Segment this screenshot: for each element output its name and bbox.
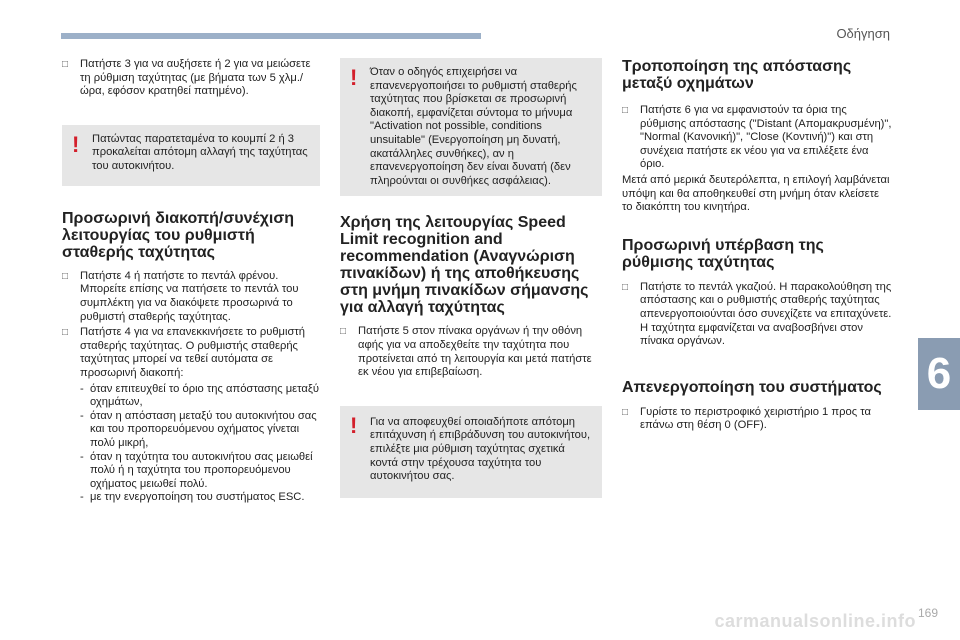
dash-text: όταν η ταχύτητα του αυτοκινήτου σας μειωθεί πολύ ή η ταχύτητα του προπορευόμενου οχήματος μειωθεί πολύ. — [90, 450, 313, 490]
bullet-text: Πατήστε 6 για να εμφανιστούν τα όρια της ρύθμισης απόστασης ("Distant (Απομακρυσμένη)", "Normal (Κανονική)", "Close (Κοντινή)") και στη συνέχεια πατήστε εκ νέου για να επιλέξετε ένα όριο. — [640, 104, 892, 171]
checkbox-bullet-icon: □ — [622, 406, 629, 418]
list-item — [622, 281, 892, 349]
dash-text: όταν η απόσταση μεταξύ του αυτοκινήτου σας και του προπορευόμενου οχήματος γίνεται πολύ μικρή, — [90, 409, 317, 449]
list-item: - όταν επιτευχθεί το όριο της απόστασης μεταξύ οχημάτων, — [80, 382, 319, 409]
column-3 — [622, 58, 892, 435]
warning-text: Για να αποφευχθεί οποιαδήποτε απότομη επιτάχυνση ή επιβράδυνση του αυτοκινήτου, επιλέξτε μια ρύθμιση ταχύτητας σχετικά κοντά στην τρέχουσα ταχύτητα του αυτοκινήτου σας. — [370, 415, 591, 483]
list-item — [62, 270, 320, 324]
checkbox-bullet-icon: □ — [62, 270, 69, 282]
checkbox-bullet-icon: □ — [340, 326, 347, 338]
chapter-tab: 6 — [918, 338, 960, 410]
column-2 — [340, 58, 602, 498]
section-heading: Προσωρινή υπέρβαση της ρύθμισης ταχύτητας — [622, 236, 824, 271]
exclamation-icon: ! — [72, 131, 80, 157]
bullet-text: Πατήστε 5 στον πίνακα οργάνων ή την οθόνη αφής για να αποδεχθείτε την ταχύτητα που προτείνεται από τη λειτουργία και μετά πατήστε εκ νέου για επιβεβαίωση. — [358, 325, 592, 379]
list-item — [340, 325, 602, 379]
dash-text: με την ενεργοποίηση του συστήματος ESC. — [90, 491, 305, 504]
exclamation-icon: ! — [350, 65, 358, 90]
list-item — [622, 104, 892, 172]
list-item: - όταν η απόσταση μεταξύ του αυτοκινήτου σας και του προπορευόμενου οχήματος γίνεται πολύ μικρή, — [80, 409, 317, 449]
header-bar — [61, 33, 481, 39]
warning-text: Όταν ο οδηγός επιχειρήσει να επανενεργοποιήσει το ρυθμιστή σταθερής ταχύτητας που βρίσκεται σε προσωρινή διακοπή, εμφανίζεται σύντομα το μήνυμα "Activation not possible, conditions unsuitable" (Ενεργοποίηση μη δυνατή, ακατάλληλες συνθήκες), αν η επανενεργοποίηση δεν είναι δυνατή (δεν πληρούνται οι συνθήκες ασφάλειας). — [370, 66, 577, 187]
bullet-text: Πατήστε 4 ή πατήστε το πεντάλ φρένου. Μπορείτε επίσης να πατήσετε το πεντάλ του συμπλέκτη για να διακόψετε προσωρινά το ρυθμιστή σταθερής ταχύτητας. — [80, 269, 299, 323]
bullet-text: Πατήστε το πεντάλ γκαζιού. Η παρακολούθηση της απόστασης και ο ρυθμιστής σταθερής ταχύτητας απενεργοποιούνται όσο συνεχίζετε να επιταχύνετε. Η ταχύτητα εμφανίζεται να αναβοσβήνει στον πίνακα οργάνων. — [640, 280, 892, 348]
warning-text: Πατώντας παρατεταμένα το κουμπί 2 ή 3 προκαλείται απότομη αλλαγή της ταχύτητας του αυτοκινήτου. — [92, 132, 308, 172]
checkbox-bullet-icon: □ — [622, 105, 629, 116]
section-heading: Τροποποίηση της απόστασης μεταξύ οχημάτων — [622, 58, 852, 92]
list-item — [62, 326, 320, 380]
section-heading: Χρήση της λειτουργίας Speed Limit recognition and recommendation (Αναγνώριση πινακίδων) ή της αποθήκευσης στη μνήμη πινακίδων σήμανσης για αλλαγή ταχύτητας — [340, 214, 589, 317]
dash-text: όταν επιτευχθεί το όριο της απόστασης μεταξύ οχημάτων, — [90, 382, 319, 409]
bullet-text: Πατήστε 4 για να επανεκκινήσετε το ρυθμιστή σταθερής ταχύτητας. Ο ρυθμιστής σταθερής ταχύτητας μπορεί να τεθεί αυτόματα σε προσωρινή διακοπή: — [80, 326, 306, 379]
section-title: Οδήγηση — [836, 26, 890, 41]
list-item: - με την ενεργοποίηση του συστήματος ESC. — [80, 491, 305, 504]
list-item — [62, 58, 320, 99]
exclamation-icon: ! — [350, 412, 358, 438]
list-item: - όταν η ταχύτητα του αυτοκινήτου σας μειωθεί πολύ ή η ταχύτητα του προπορευόμενου οχήματος μειωθεί πολύ. — [80, 450, 313, 490]
warning-box — [340, 406, 602, 498]
page-number: 169 — [917, 606, 938, 620]
paragraph: Μετά από μερικά δευτερόλεπτα, η επιλογή λαμβάνεται υπόψη και θα αποθηκευθεί στη μνήμη όταν κλείσετε το διακόπτη του κινητήρα. — [622, 173, 890, 214]
warning-box — [340, 58, 602, 196]
bullet-text: Γυρίστε το περιστροφικό χειριστήριο 1 προς τα επάνω στη θέση 0 (OFF). — [640, 405, 871, 432]
warning-box — [62, 125, 320, 186]
checkbox-bullet-icon: □ — [62, 327, 69, 339]
list-item — [622, 406, 892, 433]
watermark: carmanualsonline.info — [714, 611, 916, 631]
section-heading: Προσωρινή διακοπή/συνέχιση λειτουργίας του ρυθμιστή σταθερής ταχύτητας — [62, 209, 295, 261]
checkbox-bullet-icon: □ — [622, 281, 629, 293]
bullet-text: Πατήστε 3 για να αυξήσετε ή 2 για να μειώσετε τη ρύθμιση ταχύτητας (με βήματα των 5 χλμ./ώρα, εφόσον κρατηθεί πατημένο). — [80, 58, 311, 98]
section-heading: Απενεργοποίηση του συστήματος — [622, 378, 882, 396]
checkbox-bullet-icon: □ — [62, 59, 69, 70]
column-1 — [62, 58, 320, 505]
